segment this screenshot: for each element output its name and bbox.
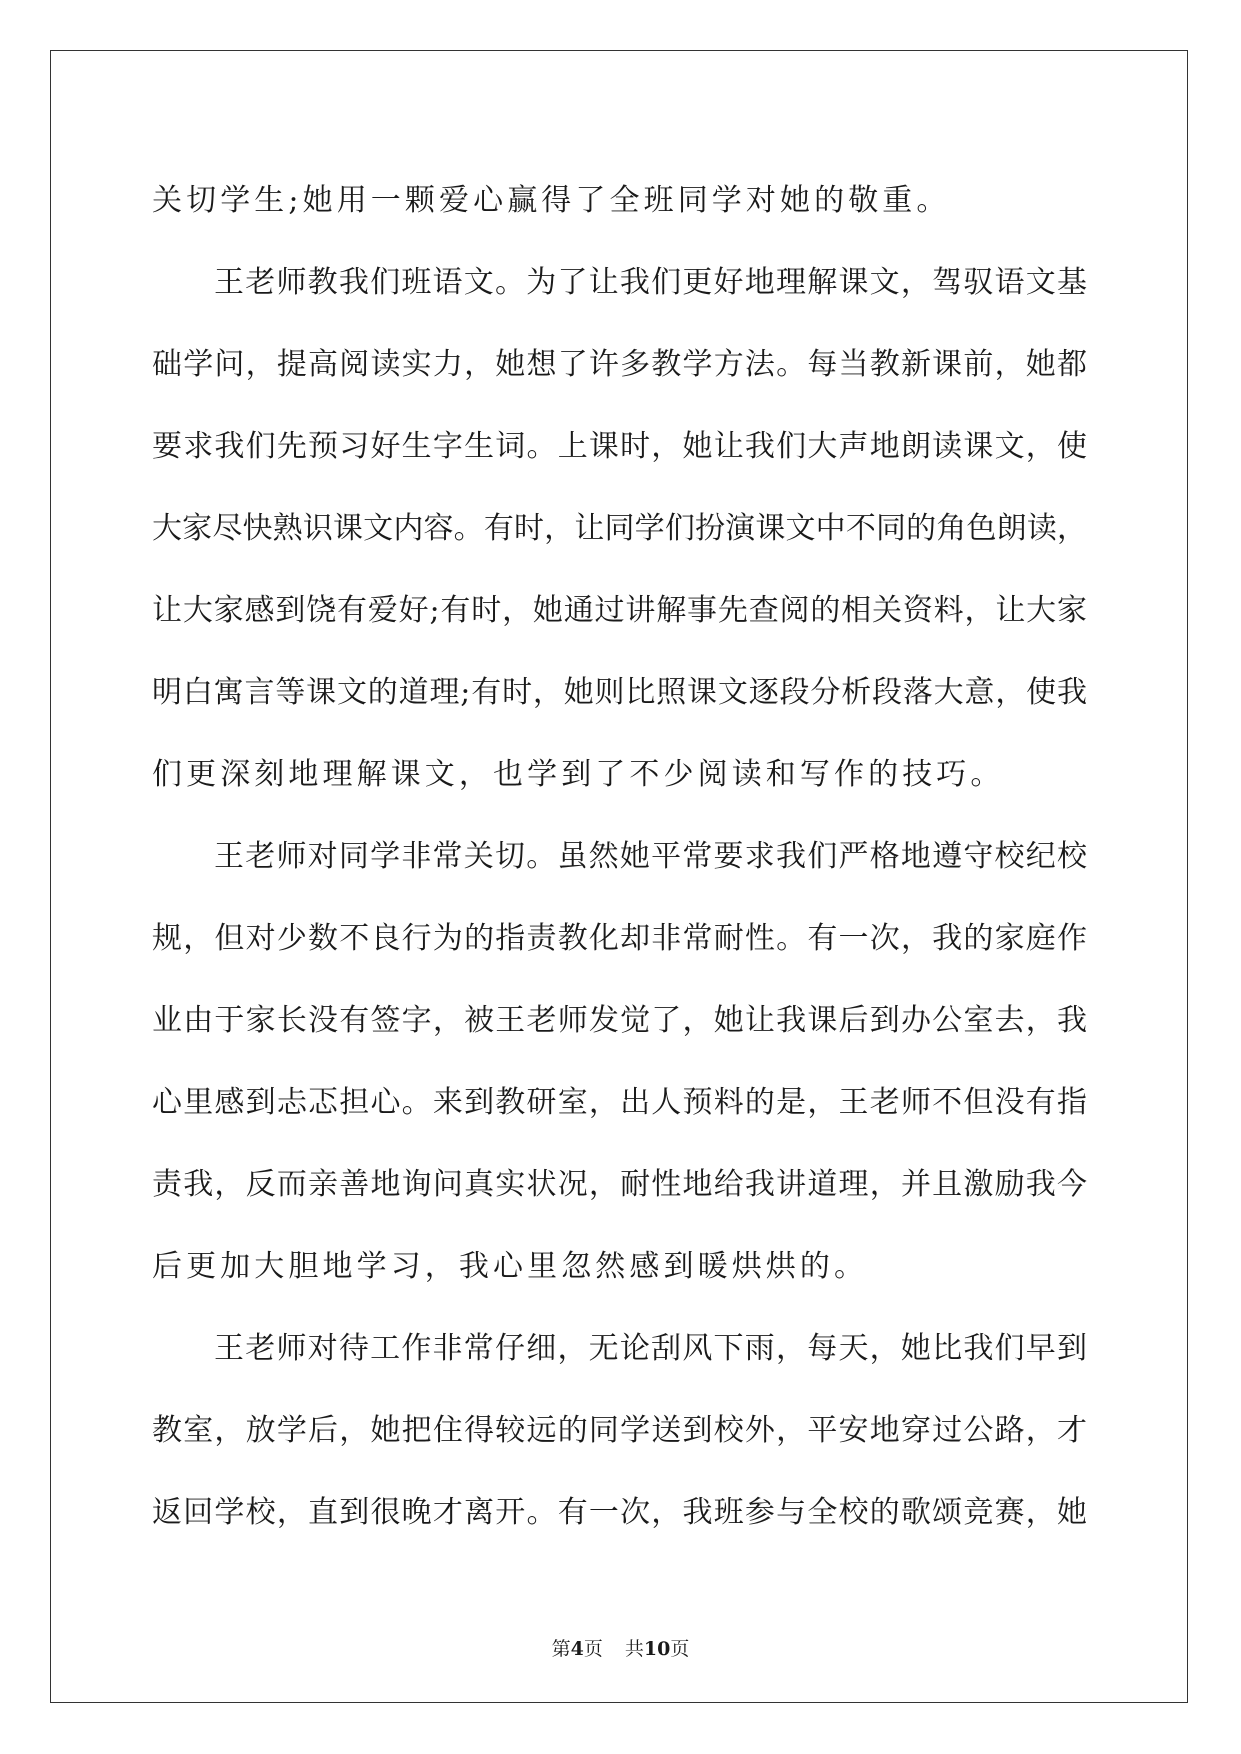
text-line-1: 关切学生;她用一颗爱心赢得了全班同学对她的敬重。	[152, 183, 951, 218]
page-number: 4	[570, 1638, 584, 1660]
text-line-14: 后更加大胆地学习，我心里忽然感到暖烘烘的。	[152, 1249, 869, 1284]
document-body	[152, 160, 1087, 1554]
page-prefix: 第	[551, 1638, 571, 1660]
text-line-5: 大家尽快熟识课文内容。有时，让同学们扮演课文中不同的角色朗读，	[152, 511, 1087, 546]
total-suffix: 页	[670, 1638, 690, 1660]
text-line-3: 础学问，提高阅读实力，她想了许多教学方法。每当教新课前，她都	[152, 347, 1087, 382]
text-line-13: 责我，反而亲善地询问真实状况，耐性地给我讲道理，并且激励我今	[152, 1167, 1087, 1202]
text-line-6: 让大家感到饶有爱好;有时，她通过讲解事先查阅的相关资料，让大家	[152, 593, 1087, 628]
text-line-8: 们更深刻地理解课文，也学到了不少阅读和写作的技巧。	[152, 757, 1005, 792]
page-suffix: 页	[583, 1638, 603, 1660]
text-line-17: 返回学校，直到很晚才离开。有一次，我班参与全校的歌颂竞赛，她	[152, 1495, 1087, 1530]
page-total: 10	[643, 1638, 671, 1660]
text-line-15: 王老师对待工作非常仔细，无论刮风下雨，每天，她比我们早到	[214, 1331, 1087, 1366]
page-footer	[0, 1634, 1241, 1661]
text-line-10: 规，但对少数不良行为的指责教化却非常耐性。有一次，我的家庭作	[152, 921, 1087, 956]
text-line-9: 王老师对同学非常关切。虽然她平常要求我们严格地遵守校纪校	[214, 839, 1087, 874]
text-line-4: 要求我们先预习好生字生词。上课时，她让我们大声地朗读课文，使	[152, 429, 1087, 464]
text-line-2: 王老师教我们班语文。为了让我们更好地理解课文，驾驭语文基	[214, 265, 1087, 300]
text-line-11: 业由于家长没有签字，被王老师发觉了，她让我课后到办公室去，我	[152, 1003, 1087, 1038]
text-line-12: 心里感到忐忑担心。来到教研室，出人预料的是，王老师不但没有指	[152, 1085, 1087, 1120]
total-prefix: 共	[624, 1638, 644, 1660]
text-line-16: 教室，放学后，她把住得较远的同学送到校外，平安地穿过公路，才	[152, 1413, 1087, 1448]
text-line-7: 明白寓言等课文的道理;有时，她则比照课文逐段分析段落大意，使我	[152, 675, 1087, 710]
